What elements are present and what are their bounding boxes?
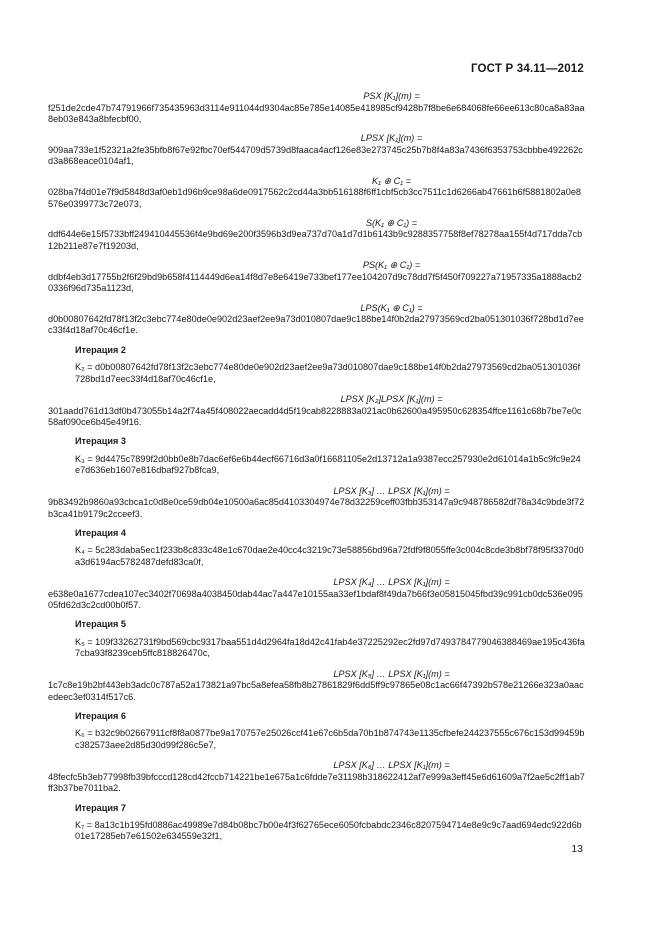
page-number: 13 — [571, 843, 583, 855]
round-key-line: K₆ = b32c9b02667911cf8f8a0877be9a170757e25026ccf41e67c6b5da70b1b874743e1135cfbefe244237555c676c153d99459bc382573aee2d85d30d99f286c5e7, — [75, 728, 585, 750]
round-key-line: K₅ = 109f33262731f9bd569cbc9317baa551d4d2964fa18d42c41fab4e37225292ec2fd97d7493784779046388469ae195c436fa7cba93f8239ceb5ffc818826470c, — [75, 636, 585, 659]
hex-value: 9b83492b9860a93cbca1c0d8e0ce59db04e10500a6ac85d4103304974e78d32259ceff03fbb353147a9c948786582df78a34c9bde3f72b3ca41b9179c2cceef3. — [48, 497, 585, 519]
hex-value: e638e0a1677cdea107ec3402f70698a4038450dab44ac7a447e10155aa33ef1bdaf8f49da7b66f3e05815045fbd39c991cb0dc536e09505fd62d3c2cd00b0f57. — [48, 588, 583, 611]
iteration-heading: Итерация 6 — [75, 711, 126, 721]
hex-value: 1c7c8e19b2bf443eb3adc0c787a52a173821a97bc5a8efea58fb8b27861829f6dd5ff9c97865e08c1ac66f47392b578e21266e323a0aacedeec3ef0314f517c6. — [48, 680, 584, 702]
hex-value: ddbf4eb3d17755b2f6f29bd9b658f4114449d6ea14f8d7e8e6419e733bef177ee104207d9c78dd7f5f450f709227a71957335a1888acb20336f96d735a1123d, — [48, 271, 582, 294]
iteration-heading: Итерация 5 — [75, 619, 126, 630]
formula-line: PSX [K₁](m) = — [363, 91, 420, 101]
formula-line: PS(K₁ ⊕ C₁) = — [362, 260, 421, 271]
hex-value: 909aa733e1f52321a2fe35bfb8f67e92fbc70ef544709d5739d8faaca4acf126e83e273745c25b7b8f4a83a7436f6353753cbbbe492262cd3a868eace0104af1, — [48, 144, 583, 167]
formula-line: LPSX [K₁](m) = — [360, 133, 423, 144]
hex-value: d0b00807642fd78f13f2c3ebc774e80de0e902d23aef2ee9a73d010807dae9c188be14f0b2da27973569cd2ba051301036f728bd1d7eec33f4d18af70c46cf1e. — [48, 314, 584, 336]
formula-line: LPSX [K₃] … LPSX [K₁](m) = — [333, 485, 450, 496]
formula-line: LPSX [K₂]LPSX [K₁](m) = — [340, 394, 443, 405]
iteration-heading: Итерация 7 — [75, 802, 126, 813]
iteration-heading: Итерация 3 — [75, 436, 126, 447]
hex-value: 028ba7f4d01e7f9d5848d3af0eb1d96b9ce98a6de0917562c2cd44a3bb516188f6ff1cbf5cb3cc7511c1d6266ab47661b6f5881802a0e8576e0399773c72e073, — [48, 187, 581, 209]
round-key-line: K₂ = d0b00807642fd78f13f2c3ebc774e80de0e902d23aef2ee9a73d010807dae9c188be14f0b2da27973569cd2ba051301036f728bd1d7eec33f4d18af70c46cf1e, — [75, 362, 581, 384]
formula-line: LPS(K₁ ⊕ C₁) = — [360, 302, 423, 313]
hex-value: f251de2cde47b74791966f735435963d3114e911044d9304ac85e785e14085e418985cf9428b7f8be6e684068fe66ee613c80ca8a83aa8eb03e843a8bfecbf00, — [48, 102, 585, 124]
iteration-heading: Итерация 2 — [75, 344, 126, 355]
document-body — [48, 91, 585, 852]
round-key-line: K₃ = 9d4475c7899f2d0bb0e8b7dac6ef6e6b44ecf66716d3a0f16681105e2d13712a1a9387ecc257930e2d61014a1b5c9fc9e24e7d636eb1607e816dbaf927b8fca9, — [75, 453, 581, 476]
hex-value: 301aadd761d13df0b473055b14a2f74a45f408022aecadd4d5f19cab8228883a021ac0b62600a495950c628354ffce1161c68b7be7e0c58af090ce6b45e49f16. — [48, 405, 582, 427]
iteration-heading: Итерация 4 — [75, 527, 126, 538]
document-header: ГОСТ Р 34.11—2012 — [470, 63, 584, 75]
hex-value: ddf644e6e15f5733bff249410445536f4e9bd69e200f3596b3d9ea737d70a1d7d1b6143b9c9288357758f8ef78278aa155f4d717dda7cb12b211e87e7f19203d, — [48, 229, 583, 251]
round-key-line: K₄ = 5c283daba5ec1f233b8c833c48e1c670dae2e40cc4c3219c73e58856bd96a72fdf9f8055ffe3c004c8cde3b8bf78f95f3370d0a3d6194ac5782487defd83ca0f, — [75, 545, 584, 567]
formula-line: LPSX [K₅] … LPSX [K₁](m) = — [333, 668, 450, 679]
formula-line: LPSX [K₄] … LPSX [K₁](m) = — [333, 577, 450, 588]
formula-line: LPSX [K₆] … LPSX [K₁](m) = — [333, 760, 450, 771]
round-key-line: K₇ = 8a13c1b195fd0886ac49989e7d84b08bc7b00e4f3f62765ece6050fcbabdc2346c8207594714e8e9c9c7aad694edc922d6b01e17285eb7e61502e634559e32f1, — [75, 819, 582, 842]
formula-line: K₁ ⊕ C₁ = — [371, 175, 411, 186]
hex-value: 48fecfc5b3eb77998fb39bfcccd128cd42fccb714221be1e675a1c6fdde7e31198b318622412af7e999a3eff45e6d61609a7f2ae5c2ff1ab7ff3b37be7011ba2. — [48, 771, 585, 794]
formula-line: S(K₁ ⊕ C₁) = — [365, 217, 418, 228]
